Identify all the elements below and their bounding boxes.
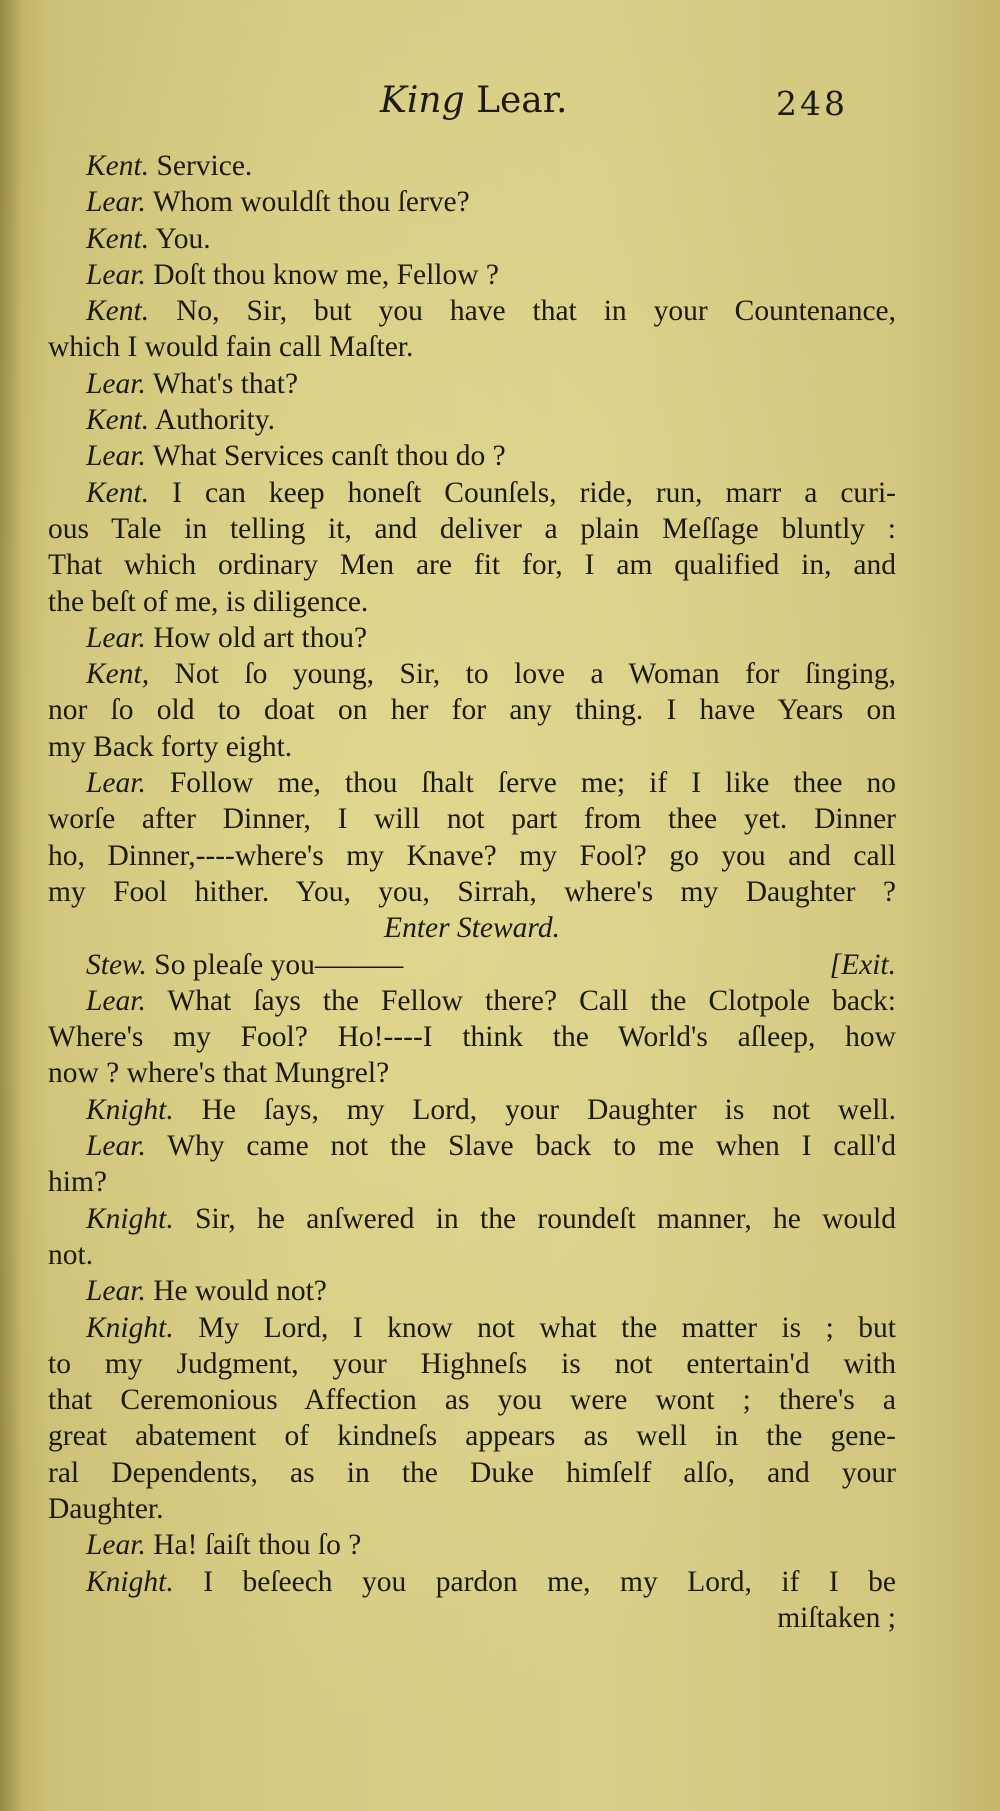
text-line xyxy=(48,1019,896,1055)
speech-text: nor ſo old to doat on her for any thing. I have Years on xyxy=(48,694,896,727)
text-line xyxy=(48,1346,896,1382)
speech-text: What's that? xyxy=(152,367,299,400)
text-line xyxy=(48,838,896,874)
speech-text: worſe after Dinner, I will not part from thee yet. Dinner xyxy=(48,803,896,836)
speech-text: now ? where's that Mungrel? xyxy=(48,1057,390,1090)
speech-text: I can keep honeſt Counſels, ride, run, marr a curi- xyxy=(172,476,896,509)
speaker-name: Lear. xyxy=(86,440,146,473)
speech-text: not. xyxy=(48,1238,94,1271)
speech-text: Follow me, thou ſhalt ſerve me; if I like thee no xyxy=(169,767,896,800)
speech-text: to my Judgment, your Highneſs is not entertain'd with xyxy=(48,1347,896,1380)
stage-direction: Enter Steward. xyxy=(384,912,560,945)
speech-text: the beſt of me, is diligence. xyxy=(48,585,369,618)
speaker-name: Knight. xyxy=(86,1565,174,1598)
text-line xyxy=(48,184,896,220)
play-text xyxy=(48,148,896,1636)
text-line xyxy=(48,1418,896,1454)
text-line xyxy=(48,1201,896,1237)
speech-text: No, Sir, but you have that in your Countenance, xyxy=(176,295,896,328)
speech-text: You. xyxy=(155,222,211,255)
speech-text: My Lord, I know not what the matter is ; but xyxy=(198,1311,896,1344)
text-line xyxy=(48,1491,896,1527)
text-line xyxy=(48,148,896,184)
speech-text: I beſeech you pardon me, my Lord, if I be xyxy=(203,1565,896,1598)
speech-text: ous Tale in telling it, and deliver a plain Meſſage bluntly : xyxy=(48,512,896,545)
running-head xyxy=(0,80,1000,130)
speech-text: ho, Dinner,----where's my Knave? my Fool? go you and call xyxy=(48,839,896,872)
text-line xyxy=(48,293,896,329)
running-title-italic: King xyxy=(380,80,465,121)
text-line xyxy=(48,1092,896,1128)
text-line xyxy=(48,983,896,1019)
text-line xyxy=(48,874,896,910)
speech-text: Ha! ſaiſt thou ſo ? xyxy=(153,1529,362,1562)
speech-text: Not ſo young, Sir, to love a Woman for ſinging, xyxy=(174,658,896,691)
text-line xyxy=(48,257,896,293)
speech-text: He would not? xyxy=(153,1275,327,1308)
speaker-name: Knight. xyxy=(86,1093,174,1126)
text-line xyxy=(48,947,896,983)
line-main xyxy=(86,947,403,983)
text-line xyxy=(48,1310,896,1346)
speech-text: that Ceremonious Affection as you were wont ; there's a xyxy=(48,1384,896,1417)
speech-text: That which ordinary Men are fit for, I am qualified in, and xyxy=(48,549,896,582)
text-line xyxy=(48,329,896,365)
speaker-name: Lear. xyxy=(86,767,146,800)
text-line xyxy=(48,438,896,474)
text-line xyxy=(48,656,896,692)
speech-text: Whom wouldſt thou ſerve? xyxy=(152,186,470,219)
speech-text: great abatement of kindneſs appears as well in the gene- xyxy=(48,1420,896,1453)
text-line xyxy=(48,1237,896,1273)
speaker-name: Lear. xyxy=(86,1130,146,1163)
text-line xyxy=(48,1527,896,1563)
speaker-name: Lear. xyxy=(86,186,146,219)
speaker-name: Kent. xyxy=(86,295,150,328)
speech-text: So pleaſe you——— xyxy=(154,948,404,981)
running-title-roman: Lear. xyxy=(476,80,568,121)
speaker-name: Lear. xyxy=(86,1529,146,1562)
text-line xyxy=(48,692,896,728)
speaker-name: Lear. xyxy=(86,984,146,1017)
speech-text: Doſt thou know me, Fellow ? xyxy=(153,258,499,291)
speaker-name: Lear. xyxy=(86,367,146,400)
text-line xyxy=(48,221,896,257)
speaker-name: Kent. xyxy=(86,404,150,437)
speech-text: Daughter. xyxy=(48,1492,164,1525)
text-line xyxy=(48,1128,896,1164)
speech-text: my Fool hither. You, you, Sirrah, where's my Daughter ? xyxy=(48,875,896,908)
text-line xyxy=(48,1382,896,1418)
text-line xyxy=(48,765,896,801)
speech-text: What Services canſt thou do ? xyxy=(152,440,506,473)
speech-text: He ſays, my Lord, your Daughter is not well. xyxy=(201,1093,896,1126)
text-line xyxy=(48,402,896,438)
speech-text: Service. xyxy=(156,150,253,182)
speech-text: ral Dependents, as in the Duke himſelf alſo, and your xyxy=(48,1456,896,1489)
text-line xyxy=(48,620,896,656)
text-line xyxy=(48,1164,896,1200)
text-line xyxy=(48,475,896,511)
speech-text: Authority. xyxy=(154,404,276,437)
speech-text: What ſays the Fellow there? Call the Clotpole back: xyxy=(167,984,896,1017)
speaker-name: Kent. xyxy=(86,476,150,509)
speech-text: Why came not the Slave back to me when I call'd xyxy=(167,1130,896,1163)
text-line xyxy=(48,801,896,837)
gutter-shadow xyxy=(0,0,22,1811)
running-title xyxy=(380,80,567,121)
speech-text: which I would fain call Maſter. xyxy=(48,331,414,364)
speaker-name: Lear. xyxy=(86,621,146,654)
speech-text: Where's my Fool? Ho!----I think the World's aſleep, how xyxy=(48,1021,896,1054)
text-line xyxy=(48,729,896,765)
speaker-name: Knight. xyxy=(86,1202,174,1235)
speaker-name: Knight. xyxy=(86,1311,174,1344)
speech-text: him? xyxy=(48,1166,107,1199)
text-line xyxy=(48,366,896,402)
exit-direction: [Exit. xyxy=(829,948,896,981)
text-line xyxy=(48,584,896,620)
speaker-name: Lear. xyxy=(86,1275,146,1308)
speaker-name: Kent, xyxy=(86,658,150,691)
page-number: 248 xyxy=(776,84,848,123)
speaker-name: Lear. xyxy=(86,258,146,291)
speaker-name: Kent. xyxy=(86,222,150,255)
text-line xyxy=(48,1273,896,1309)
text-line xyxy=(48,1055,896,1091)
text-line xyxy=(48,1564,896,1600)
speaker-name: Stew. xyxy=(86,948,147,981)
catchword: miſtaken ; xyxy=(777,1601,896,1634)
speech-text: How old art thou? xyxy=(153,621,368,654)
speech-text: my Back forty eight. xyxy=(48,730,293,763)
speech-text: Sir, he anſwered in the roundeſt manner, he would xyxy=(195,1202,896,1235)
text-line xyxy=(48,547,896,583)
speaker-name: Kent. xyxy=(86,150,150,182)
text-line xyxy=(48,1455,896,1491)
text-line xyxy=(48,511,896,547)
